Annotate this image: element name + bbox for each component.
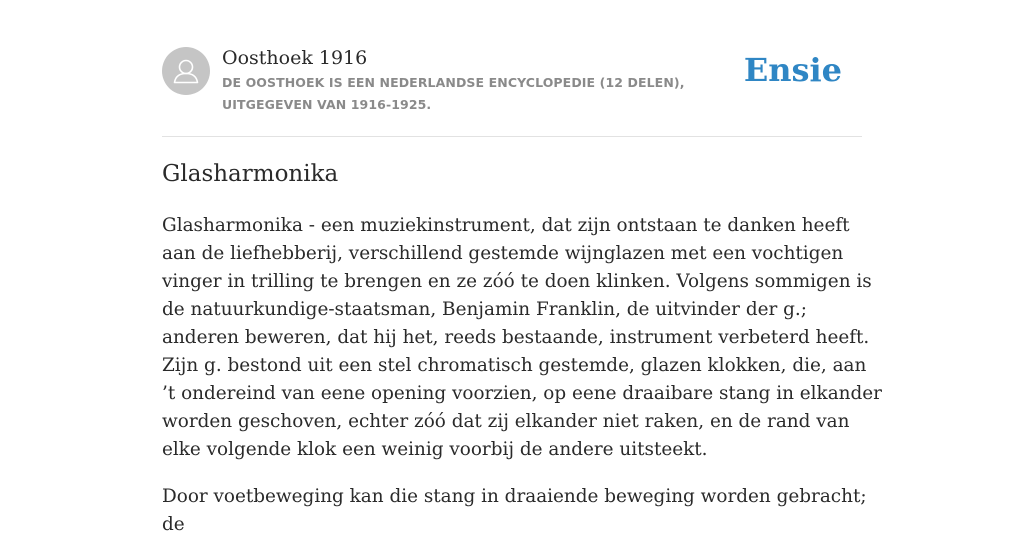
source-title[interactable]: Oosthoek 1916: [222, 47, 368, 69]
page-title: Glasharmonika: [162, 161, 339, 187]
user-icon: [162, 47, 210, 95]
entry-paragraph: Door voetbeweging kan die stang in draaiende beweging worden gebracht; de: [162, 486, 867, 535]
ensie-logo-link[interactable]: Ensie: [743, 51, 842, 89]
entry-paragraph: Glasharmonika - een muziekinstrument, dat zijn ontstaan te danken heeft aan de liefhebberij, verschillend gestemde wijnglazen met een vochtigen vinger in trilling te brengen en ze zóó te doen klinken. Volgens sommigen is de natuurkundige-staatsman, Benjamin Franklin, de uitvinder der g.; anderen beweren, dat hij het, reeds bestaande, instrument verbeterd heeft. Zijn g. bestond uit een stel chromatisch gestemde, glazen klokken, die, aan ’t ondereind van eene opening voorzien, op eene draaibare stang in elkander worden geschoven, echter zóó dat zij elkander niet raken, en de rand van elke volgende klok een weinig voorbij de andere uitsteekt.: [162, 215, 882, 460]
avatar[interactable]: [162, 47, 210, 95]
source-description: DE OOSTHOEK IS EEN NEDERLANDSE ENCYCLOPEDIE (12 DELEN), UITGEGEVEN VAN 1916-1925.: [222, 75, 685, 112]
entry-body: [162, 212, 882, 558]
source-header: [162, 46, 862, 137]
